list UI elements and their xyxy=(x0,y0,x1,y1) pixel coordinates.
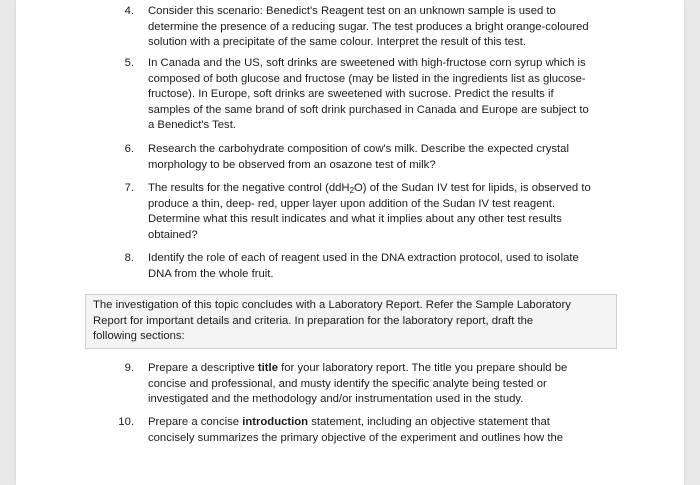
document-page xyxy=(16,0,684,485)
question-line-start: Prepare a concise xyxy=(148,416,243,428)
question-text xyxy=(148,142,626,173)
question-text xyxy=(148,361,626,408)
bold-term-title: title xyxy=(257,362,278,374)
question-line: Determine what this result indicates and what it implies about any other test results xyxy=(148,213,562,226)
subscript-two: 2 xyxy=(349,186,355,195)
question-line: produce a thin, deep- red, upper layer upon addition of the Sudan IV test reagent. xyxy=(148,197,555,210)
question-line: morphology to be observed from an osazone test of milk? xyxy=(148,158,436,171)
question-line-end: O) of the Sudan IV test for lipids, is observed to xyxy=(354,182,591,194)
question-line: concisely summarizes the primary objective of the experiment and outlines how the xyxy=(148,431,564,444)
question-line: a Benedict's Test. xyxy=(148,119,236,132)
question-line-end: statement, including an objective statement that xyxy=(308,416,550,428)
question-line: fructose). In Europe, soft drinks are sweetened with sucrose. Predict the results if xyxy=(148,88,554,101)
note-line: following sections: xyxy=(93,330,185,343)
question-line: In Canada and the US, soft drinks are sweetened with high-fructose corn syrup which is xyxy=(148,57,586,69)
question-text xyxy=(148,415,626,446)
question-number: 5. xyxy=(124,57,134,69)
question-text xyxy=(148,181,626,243)
question-text xyxy=(148,4,626,51)
question-line xyxy=(148,415,626,431)
question-text xyxy=(148,251,626,282)
question-line-end: for your laboratory report. The title you prepare should be xyxy=(277,362,568,374)
question-line: composed of both glucose and fructose (may be listed in the ingredients list as glucose- xyxy=(148,72,586,85)
question-line xyxy=(148,181,626,197)
question-number: 8. xyxy=(124,252,134,264)
bold-term-introduction: introduction xyxy=(242,416,309,428)
question-text xyxy=(148,56,626,134)
question-line: obtained? xyxy=(148,228,198,241)
question-line: concise and professional, and musty identify the specific analyte being tested or xyxy=(148,377,547,390)
question-line: Research the carbohydrate composition of cow's milk. Describe the expected crystal xyxy=(148,143,569,155)
question-line: Identify the role of each of reagent used in the DNA extraction protocol, used to isolate xyxy=(148,252,579,264)
note-line: Report for important details and criteria. In preparation for the laboratory report, draft the xyxy=(93,314,534,327)
question-line: determine the presence of a reducing sugar. The test produces a bright orange-coloured xyxy=(148,20,589,33)
question-number: 9. xyxy=(124,362,134,374)
note-line: The investigation of this topic concludes with a Laboratory Report. Refer the Sample Laboratory xyxy=(93,299,571,311)
question-line: DNA from the whole fruit. xyxy=(148,267,274,280)
question-number: 6. xyxy=(124,143,134,155)
lab-report-note-box xyxy=(85,294,617,349)
question-line xyxy=(148,361,626,377)
question-line: investigated and the methodology and/or instrumentation used in the study. xyxy=(148,393,524,406)
question-line: solution with a precipitate of the same colour. Interpret the result of this test. xyxy=(148,36,527,49)
question-line-start: Prepare a descriptive xyxy=(148,362,258,374)
question-number: 10. xyxy=(118,416,134,428)
question-number: 4. xyxy=(124,5,134,17)
note-text xyxy=(93,298,571,345)
question-number: 7. xyxy=(124,182,134,194)
question-line: samples of the same brand of soft drink purchased in Canada and Europe are subject to xyxy=(148,103,589,116)
question-line: Consider this scenario: Benedict's Reagent test on an unknown sample is used to xyxy=(148,5,556,17)
question-line-start: The results for the negative control (ddH xyxy=(148,182,350,194)
